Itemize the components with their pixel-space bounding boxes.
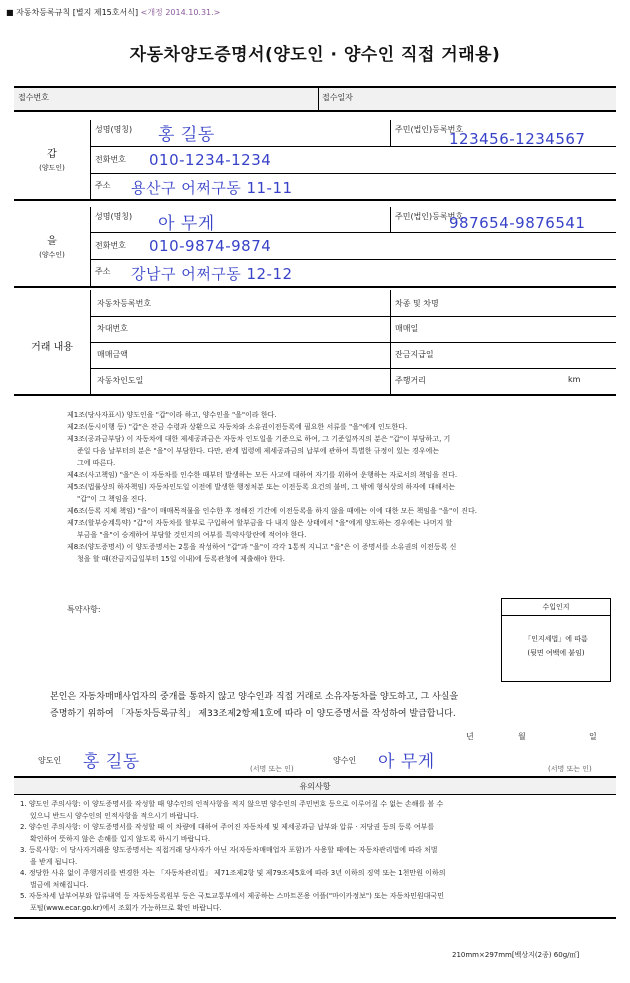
day-label: 일 xyxy=(589,732,597,741)
caution-line: 있으니 반드시 양수인의 인적사항을 적으시기 바랍니다. xyxy=(30,811,199,820)
document-title: 자동차양도증명서(양도인 · 양수인 직접 거래용) xyxy=(129,45,501,65)
seller-row-line-2 xyxy=(90,173,616,174)
cautions-header-line xyxy=(14,794,616,795)
cautions-title: 유의사항 xyxy=(299,782,331,791)
caution-line: 포털(www.ecar.go.kr)에서 조회가 가능하므로 확인 바랍니다. xyxy=(30,903,222,912)
seller-address-value: 용산구 어쩌구동 11-11 xyxy=(131,179,293,197)
article-line: 제7조(할부승계특약) "갑"이 자동차를 할부로 구입하여 할부금을 다 내지 않은 상태에서 "을"에게 양도하는 경우에는 나머지 할 xyxy=(67,519,453,527)
article-line: 제8조(양도증명서) 이 양도증명서는 2통을 작성하여 "갑"과 "을"이 각각 1통씩 지니고 "을"은 이 증명서를 소유권의 이전등록 신 xyxy=(67,543,457,551)
caution-line: 1. 양도인 주의사항: 이 양도증명서를 작성할 때 양수인의 인적사항을 적지 않으면 양수인의 주민번호 등으로 이루어질 수 없는 손해를 볼 수 xyxy=(20,800,444,808)
seller-bottom-border xyxy=(14,199,616,201)
seller-address-label: 주소 xyxy=(95,181,111,190)
buyer-name-value: 아 무게 xyxy=(158,214,215,234)
sale-date-label: 매매일 xyxy=(395,324,419,333)
buyer-bottom-border xyxy=(14,286,616,288)
article-line: 제3조(공과금부담) 이 자동차에 대한 제세공과금은 자동차 인도일을 기준으로 하여, 그 기준일까지의 분은 "갑"이 부담하고, 기 xyxy=(67,435,451,443)
reg-number-label: 자동차등록번호 xyxy=(97,299,152,308)
article-line: 제1조(당사자표시) 양도인을 "갑"이라 하고, 양수인을 "을"이라 한다. xyxy=(67,411,277,419)
stamp-title: 수입인지 xyxy=(502,599,610,616)
seller-name-label: 성명(명칭) xyxy=(95,125,133,134)
contract-articles xyxy=(67,409,612,565)
special-terms-label: 특약사항: xyxy=(67,605,101,614)
seller-id-value: 123456-1234567 xyxy=(449,130,586,148)
receipt-number-label: 접수번호 xyxy=(18,93,49,102)
declaration xyxy=(50,689,595,723)
article-line: 제6조(등록 지체 책임) "을"이 매매목적물을 인수한 후 정해진 기간에 이전등록을 하지 않을 때에는 이에 대한 모든 책임을 "을"이 진다. xyxy=(67,507,477,515)
caution-line: 벌금에 처해집니다. xyxy=(30,880,89,889)
article-line: 준일 다음 날부터의 분은 "을"이 부담한다. 다만, 관계 법령에 제세공과금의 납부에 관하여 특별한 규정이 있는 경우에는 xyxy=(77,447,440,455)
buyer-id-value: 987654-9876541 xyxy=(449,214,586,232)
form-header xyxy=(6,7,220,18)
table-top-border xyxy=(14,86,616,88)
buyer-phone-label: 전화번호 xyxy=(95,241,126,250)
buyer-col-divider xyxy=(90,207,91,286)
revenue-stamp-box xyxy=(501,598,611,682)
buyer-section-label: 을 (양수인) xyxy=(39,236,65,259)
caution-line: 4. 정당한 사유 없이 주행거리를 변경한 자는 「자동차관리법」 제71조제2항 및 제79조제5호에 따라 3년 이하의 징역 또는 1천만원 이하의 xyxy=(20,869,446,877)
declaration-line: 본인은 자동차매매사업자의 중개를 통하지 않고 양수인과 직접 거래로 소유자동차를 양도하고, 그 사실을 xyxy=(50,692,459,702)
buyer-id-divider xyxy=(390,207,391,233)
article-line: 부금을 "을"이 승계하여 부담할 것인지의 여부를 특약사항란에 적어야 한다. xyxy=(77,531,307,539)
seller-sign-label: 양도인 xyxy=(38,756,62,765)
stamp-line-2: (뒷면 여백에 붙임) xyxy=(527,649,585,657)
article-line: 제5조(법률상의 하자책임) 자동차인도일 이전에 발생한 행정처분 또는 이전등록 요건의 불비, 그 밖에 형식상의 하자에 대해서는 xyxy=(67,483,456,491)
seller-section-label: 갑 (양도인) xyxy=(39,149,65,172)
article-line: 청을 할 때(잔금지급일부터 15일 이내)에 등록관청에 제출해야 한다. xyxy=(77,555,285,563)
article-line: 제4조(사고책임) "을"은 이 자동차를 인수한 때부터 발생하는 모든 사고에 대하여 자기를 위하여 운행하는 자로서의 책임을 진다. xyxy=(67,471,458,479)
seller-id-label: 주민(법인)등록번호 xyxy=(395,125,464,134)
balance-date-label: 잔금지급일 xyxy=(395,350,434,359)
seller-signature-name: 홍 길동 xyxy=(83,752,140,772)
car-type-label: 차종 및 차명 xyxy=(395,299,439,308)
article-line: 제2조(동시이행 등) "갑"은 잔금 수령과 상환으로 자동차와 소유권이전등록에 필요한 서류를 "을"에게 인도한다. xyxy=(67,423,408,431)
receipt-date-label: 접수일자 xyxy=(322,93,353,102)
law-reference: ■ 자동차등록규칙 [별지 제15호서식] xyxy=(6,8,139,17)
km-unit: km xyxy=(568,375,581,384)
seller-id-divider xyxy=(390,120,391,147)
caution-line: 을 받게 됩니다. xyxy=(30,857,78,866)
caution-line: 3. 등록사항: 이 당사자거래용 양도증명서는 직접거래 당사자가 아닌 자(자동차매매업자 포함)가 사용할 때에는 자동차관리법에 따라 처벌 xyxy=(20,846,438,854)
mileage-label: 주행거리 xyxy=(395,376,426,385)
seller-sign-hint: (서명 또는 인) xyxy=(250,765,294,773)
deal-row-line-1 xyxy=(90,316,616,317)
receipt-divider xyxy=(318,88,319,110)
declaration-line: 증명하기 위하여 「자동차등록규칙」 제33조제2항제1호에 따라 이 양도증명서를 작성하여 발급합니다. xyxy=(50,709,456,719)
caution-line: 2. 양수인 주의사항: 이 양도증명서를 작성할 때 이 차량에 대하여 주어진 자동차세 및 제세공과금 납부와 압류 · 저당권 등의 등록 여부를 xyxy=(20,823,435,831)
seller-col-divider xyxy=(90,120,91,199)
stamp-line-1: 「인지세법」에 따름 xyxy=(524,635,588,643)
cautions-bottom-border xyxy=(14,917,616,919)
revision-note: <개정 2014.10.31.> xyxy=(140,8,221,17)
caution-line: 5. 자동차세 납부여부와 압류내역 등 자동차등록원부 등은 국토교통부에서 제공하는 스마트폰용 어플("마이카정보") 또는 자동차민원대국민 xyxy=(20,892,444,900)
seller-phone-label: 전화번호 xyxy=(95,155,126,164)
deal-row-line-2 xyxy=(90,342,616,343)
seller-name-value: 홍 길동 xyxy=(158,125,215,145)
year-label: 년 xyxy=(466,732,474,741)
buyer-name-label: 성명(명칭) xyxy=(95,212,133,221)
buyer-sign-hint: (서명 또는 인) xyxy=(548,765,592,773)
receipt-row-bg xyxy=(14,86,616,110)
caution-line: 확인하여 뜻하지 않은 손해를 입지 않도록 하시기 바랍니다. xyxy=(30,834,211,843)
buyer-address-value: 강남구 어쩌구동 12-12 xyxy=(131,265,293,283)
deal-bottom-border xyxy=(14,394,616,396)
article-line: "갑"이 그 책임을 진다. xyxy=(77,495,147,503)
paper-spec: 210mm×297mm[백상지(2종) 60g/㎡] xyxy=(452,951,580,959)
buyer-sign-label: 양수인 xyxy=(333,756,357,765)
article-line: 그에 따른다. xyxy=(77,459,116,467)
receipt-bottom-border xyxy=(14,110,616,112)
buyer-address-label: 주소 xyxy=(95,267,111,276)
buyer-id-label: 주민(법인)등록번호 xyxy=(395,212,464,221)
delivery-date-label: 자동차인도일 xyxy=(97,376,144,385)
seller-phone-value: 010-1234-1234 xyxy=(149,151,272,169)
buyer-phone-value: 010-9874-9874 xyxy=(149,237,272,255)
buyer-row-line-2 xyxy=(90,259,616,260)
chassis-label: 차대번호 xyxy=(97,324,128,333)
buyer-signature-name: 아 무게 xyxy=(378,752,435,772)
price-label: 매매금액 xyxy=(97,350,128,359)
cautions-list xyxy=(20,799,615,914)
deal-section-label: 거래 내용 xyxy=(31,342,73,353)
deal-row-line-3 xyxy=(90,368,616,369)
month-label: 월 xyxy=(518,732,526,741)
